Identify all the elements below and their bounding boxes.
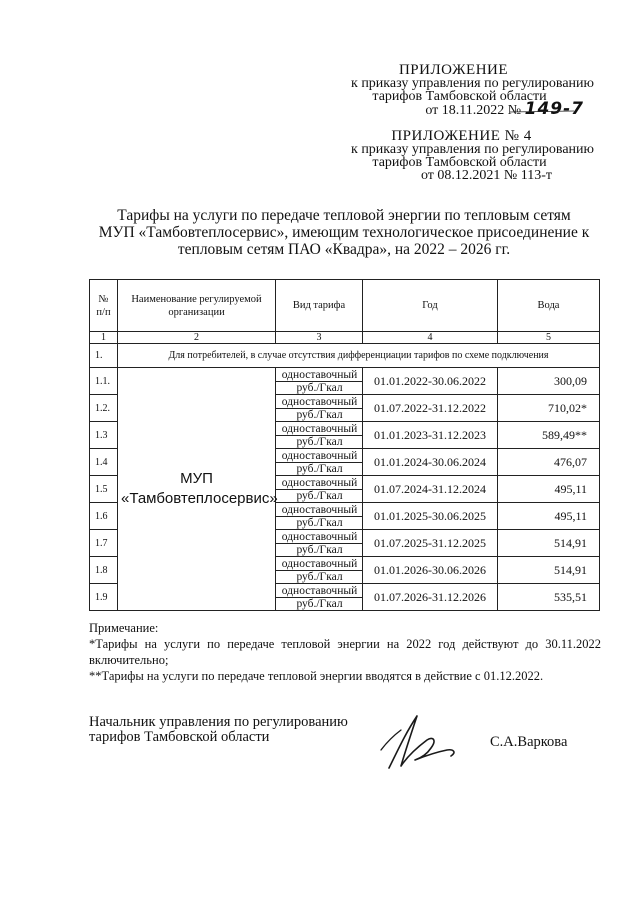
row-number: 1.4 bbox=[90, 449, 118, 476]
water-tariff-value: 300,09 bbox=[498, 368, 600, 395]
table-row bbox=[90, 368, 600, 395]
tariff-unit: руб./Гкал bbox=[276, 570, 363, 583]
appendix-order-line1: к приказу управления по регулированию bbox=[351, 76, 594, 91]
row-number: 1.3 bbox=[90, 422, 118, 449]
column-number: 4 bbox=[363, 332, 498, 344]
appendix-date: от 18.11.2022 № bbox=[425, 103, 522, 118]
water-tariff-value: 514,91 bbox=[498, 530, 600, 557]
tariff-unit: руб./Гкал bbox=[276, 543, 363, 556]
position-line1: Начальник управления по регулированию bbox=[89, 714, 348, 730]
appendix4-order-line2: тарифов Тамбовской области bbox=[372, 155, 547, 170]
tariff-unit: руб./Гкал bbox=[276, 408, 363, 421]
section-row bbox=[90, 344, 600, 368]
column-numbers-row bbox=[90, 332, 600, 344]
notes-block bbox=[89, 620, 601, 684]
tariff-unit: руб./Гкал bbox=[276, 381, 363, 394]
header-num-line1: № bbox=[98, 293, 109, 305]
appendix4-title: ПРИЛОЖЕНИЕ № 4 bbox=[391, 128, 532, 144]
period-cell: 01.07.2022-31.12.2022 bbox=[363, 395, 498, 422]
header-num bbox=[90, 280, 118, 332]
row-number: 1.1. bbox=[90, 368, 118, 395]
row-number: 1.8 bbox=[90, 557, 118, 584]
notes-label: Примечание: bbox=[89, 621, 159, 635]
row-number: 1.9 bbox=[90, 584, 118, 611]
tariff-type: одноставочный bbox=[281, 584, 358, 597]
tariff-type-cell bbox=[276, 422, 363, 449]
document-title bbox=[86, 207, 602, 258]
organization-line1: МУП bbox=[180, 470, 213, 487]
note-1: *Тарифы на услуги по передаче тепловой энергии на 2022 год действуют до 30.11.2022 включительно; bbox=[89, 637, 601, 667]
tariff-type-cell bbox=[276, 503, 363, 530]
water-tariff-value: 495,11 bbox=[498, 476, 600, 503]
number-underline-mark bbox=[508, 107, 578, 115]
appendix4-order-line1: к приказу управления по регулированию bbox=[351, 142, 594, 157]
header-org: Наименование регулируемой организации bbox=[118, 280, 276, 332]
tariff-type-cell bbox=[276, 557, 363, 584]
tariff-unit: руб./Гкал bbox=[276, 435, 363, 448]
tariff-type-cell bbox=[276, 530, 363, 557]
row-number: 1.2. bbox=[90, 395, 118, 422]
table-body bbox=[90, 368, 600, 611]
tariff-unit: руб./Гкал bbox=[276, 597, 363, 610]
signatory-name: С.А.Варкова bbox=[490, 734, 568, 750]
tariff-type: одноставочный bbox=[281, 449, 358, 462]
header-vid: Вид тарифа bbox=[276, 280, 363, 332]
column-number: 2 bbox=[118, 332, 276, 344]
row-number: 1.5 bbox=[90, 476, 118, 503]
period-cell: 01.01.2022-30.06.2022 bbox=[363, 368, 498, 395]
tariff-type-cell bbox=[276, 476, 363, 503]
tariff-unit: руб./Гкал bbox=[276, 516, 363, 529]
row-number: 1.6 bbox=[90, 503, 118, 530]
tariff-type: одноставочный bbox=[281, 476, 358, 489]
title-line3: тепловым сетям ПАО «Квадра», на 2022 – 2026 гг. bbox=[177, 241, 511, 258]
tariff-type: одноставочный bbox=[281, 557, 358, 570]
column-number: 3 bbox=[276, 332, 363, 344]
period-cell: 01.01.2024-30.06.2024 bbox=[363, 449, 498, 476]
period-cell: 01.07.2025-31.12.2025 bbox=[363, 530, 498, 557]
handwritten-signature bbox=[375, 706, 470, 776]
tariff-unit: руб./Гкал bbox=[276, 462, 363, 475]
section-num: 1. bbox=[90, 344, 118, 368]
tariff-type-cell bbox=[276, 449, 363, 476]
tariff-type-cell bbox=[276, 368, 363, 395]
period-cell: 01.07.2026-31.12.2026 bbox=[363, 584, 498, 611]
tariff-unit: руб./Гкал bbox=[276, 489, 363, 502]
section-text: Для потребителей, в случае отсутствия дифференциации тарифов по схеме подключения bbox=[118, 344, 600, 368]
water-tariff-value: 514,91 bbox=[498, 557, 600, 584]
appendix-title: ПРИЛОЖЕНИЕ bbox=[398, 62, 509, 78]
period-cell: 01.07.2024-31.12.2024 bbox=[363, 476, 498, 503]
appendix-handwritten-number: 149-7 bbox=[524, 99, 584, 119]
period-cell: 01.01.2025-30.06.2025 bbox=[363, 503, 498, 530]
header-num-line2: п/п bbox=[96, 306, 111, 318]
position-line2: тарифов Тамбовской области bbox=[89, 729, 270, 745]
signatory-position bbox=[89, 715, 348, 745]
tariff-type-cell bbox=[276, 584, 363, 611]
header-water: Вода bbox=[498, 280, 600, 332]
tariff-type: одноставочный bbox=[281, 368, 358, 381]
tariff-type: одноставочный bbox=[281, 422, 358, 435]
tariff-type: одноставочный bbox=[281, 503, 358, 516]
period-cell: 01.01.2023-31.12.2023 bbox=[363, 422, 498, 449]
appendix-order-line2: тарифов Тамбовской области bbox=[372, 89, 547, 104]
tariff-type: одноставочный bbox=[281, 530, 358, 543]
water-tariff-value: 710,02* bbox=[498, 395, 600, 422]
organization-line2: «Тамбовтеплосервис» bbox=[121, 490, 278, 507]
title-line1: Тарифы на услуги по передаче тепловой энергии по тепловым сетям bbox=[117, 207, 571, 224]
header-year: Год bbox=[363, 280, 498, 332]
title-line2: МУП «Тамбовтеплосервис», имеющим технологическое присоединение к bbox=[98, 224, 590, 241]
table-header-row bbox=[90, 280, 600, 332]
period-cell: 01.01.2026-30.06.2026 bbox=[363, 557, 498, 584]
tariff-type-cell bbox=[276, 395, 363, 422]
column-number: 1 bbox=[90, 332, 118, 344]
appendix4-header bbox=[351, 130, 594, 182]
water-tariff-value: 535,51 bbox=[498, 584, 600, 611]
row-number: 1.7 bbox=[90, 530, 118, 557]
water-tariff-value: 589,49** bbox=[498, 422, 600, 449]
water-tariff-value: 476,07 bbox=[498, 449, 600, 476]
appendix4-date: от 08.12.2021 № 113-т bbox=[420, 168, 552, 183]
tariff-type: одноставочный bbox=[281, 395, 358, 408]
water-tariff-value: 495,11 bbox=[498, 503, 600, 530]
organization-cell bbox=[118, 368, 276, 611]
note-2: **Тарифы на услуги по передаче тепловой энергии вводятся в действие с 01.12.2022. bbox=[89, 669, 544, 683]
tariff-table bbox=[89, 279, 600, 611]
column-number: 5 bbox=[498, 332, 600, 344]
